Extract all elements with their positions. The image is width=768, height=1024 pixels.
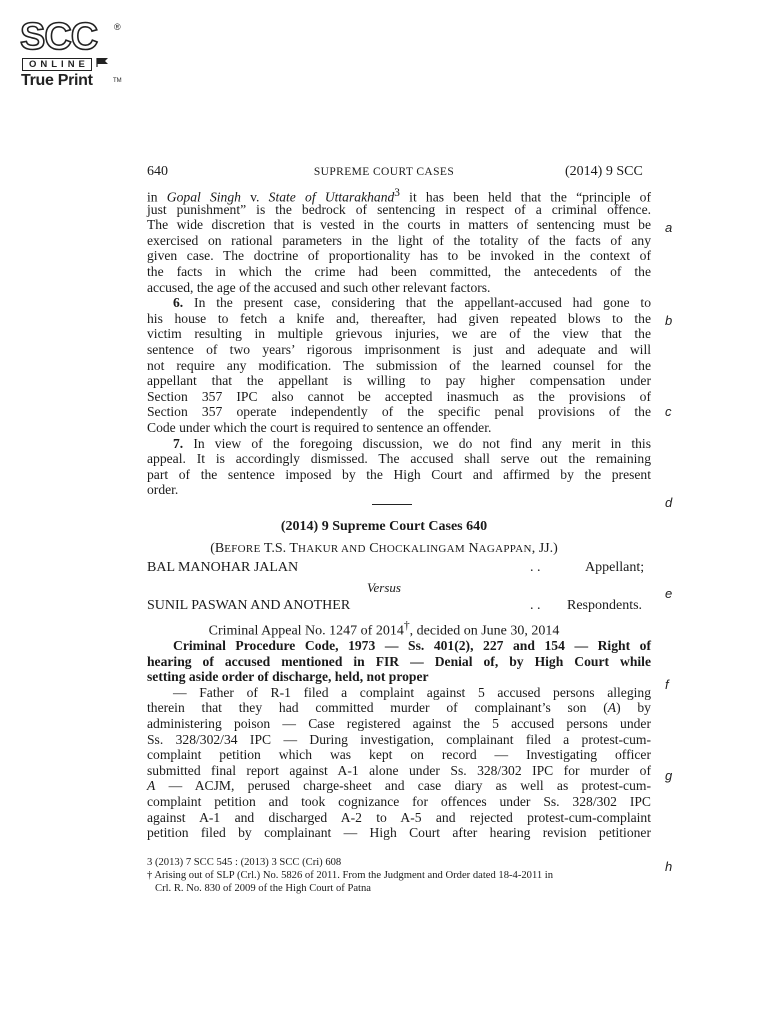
judgment-text-line: just punishment” is the bedrock of sentencing in respect of a criminal offence.: [147, 201, 651, 217]
headnote-text-line: Criminal Procedure Code, 1973 — Ss. 401(2), 227 and 154 — Right of: [173, 638, 651, 653]
judgment-text-line: 6. In the present case, considering that the appellant-accused had gone to: [173, 295, 651, 311]
judgment-body: [147, 186, 651, 498]
judgment-text-line: victim resulting in multiple grievous injuries, we are of the view that the: [147, 326, 651, 342]
bench-line: [0, 541, 768, 557]
scc-online-logo: [20, 16, 122, 92]
case-citation-title: (2014) 9 Supreme Court Cases 640: [280, 519, 488, 534]
respondent-name: SUNIL PASWAN AND ANOTHER: [147, 598, 351, 613]
page-number: 640: [147, 164, 168, 179]
headnote-text-line: hearing of accused mentioned in FIR — Denial of, by High Court while: [147, 653, 651, 669]
bench-text: N: [465, 541, 479, 556]
running-title: SUPREME COURT CASES: [313, 166, 455, 178]
headnote-text-line: against A-1 and discharged A-2 to A-5 and rejected protest-cum-complaint: [147, 809, 651, 825]
bench-text: AGAPPAN: [478, 543, 532, 555]
bench-text: C: [365, 541, 379, 556]
margin-letter: g: [665, 768, 673, 783]
judgment-text-line: given case. The doctrine of proportionality has to be invoked in the context of: [147, 248, 651, 264]
judgment-text-line: part of the sentence imposed by the High Court and affirmed by the present: [147, 466, 651, 482]
headnote-text-line: complaint petition and took cognizance for offences under Ss. 328/302 IPC: [147, 793, 651, 809]
judgment-text-line: accused, the age of the accused and such other relevant factors.: [147, 279, 491, 295]
bench-text: , JJ.): [531, 541, 558, 556]
judgment-text-line: The wide discretion that is vested in the courts in matters of sentencing must be: [147, 217, 651, 233]
headnote-text-line: petition filed by complainant — High Court after hearing revision petitioner: [147, 825, 651, 841]
margin-letter: e: [665, 586, 673, 601]
party-dots: . .: [530, 598, 541, 613]
appellant-role: Appellant;: [585, 560, 645, 575]
bench-text: HOCKALINGAM: [378, 543, 466, 555]
judgment-text-line: the facts in which the crime had been committed, the antecedents of the: [147, 263, 651, 279]
appeal-number-line: Criminal Appeal No. 1247 of 2014†, decided on June 30, 2014: [208, 619, 560, 639]
bench-text: T.S. T: [260, 541, 298, 556]
headnote-text-line: setting aside order of discharge, held, not proper: [147, 669, 429, 685]
headnote-text-line: administering poison — Case registered against the 5 accused persons under: [147, 715, 651, 731]
margin-letter: f: [665, 677, 669, 692]
logo-true-print-text: True Print: [21, 72, 93, 89]
margin-letter: h: [665, 859, 673, 874]
judgment-text-line: exercised on rational parameters in the light of the totality of the facts of any: [147, 232, 651, 248]
judgment-text-line: Code under which the court is required to sentence an offender.: [147, 419, 492, 435]
margin-letter: d: [665, 495, 673, 510]
versus-label: Versus: [367, 580, 401, 595]
bench-text: (B: [210, 541, 225, 556]
judgment-text-line: Section 357 IPC also cannot be accepted inasmuch as the provisions of: [147, 388, 651, 404]
logo-scc-text: SCC: [20, 16, 98, 58]
judgment-text-line: order.: [147, 482, 179, 498]
judgment-text-line: appellant that the appellant is willing to pay higher compensation under: [147, 373, 651, 389]
flag-icon: [96, 57, 110, 67]
margin-letter: c: [665, 404, 672, 419]
respondent-role: Respondents.: [567, 598, 643, 613]
bench-text: EFORE: [224, 543, 261, 555]
headnote-text-line: submitted final report against A-1 alone under Ss. 328/302 IPC for murder of: [147, 762, 651, 778]
judgment-text-line: 7. In view of the foregoing discussion, we do not find any merit in this: [173, 435, 651, 451]
footnotes: [147, 856, 651, 895]
party-dots: . .: [530, 560, 541, 575]
judgment-text-line: Section 357 operate independently of the specific penal provisions of the: [147, 404, 651, 420]
judgment-text-line: appeal. It is accordingly dismissed. The accused shall serve out the remaining: [147, 451, 651, 467]
margin-letter: a: [665, 220, 673, 235]
headnote-text-line: therein that they had committed murder of complainant’s son (A) by: [147, 700, 651, 716]
headnote: [147, 638, 651, 841]
headnote-text-line: A — ACJM, perused charge-sheet and case diary as well as protest-cum-: [147, 778, 651, 794]
judgment-text-line: not require any modification. The submission of the learned counsel for the: [147, 357, 651, 373]
bench-text: HAKUR AND: [297, 543, 366, 555]
footnote-3: 3 (2013) 7 SCC 545 : (2013) 3 SCC (Cri) 608: [147, 857, 342, 868]
appellant-name: BAL MANOHAR JALAN: [147, 560, 299, 575]
headnote-text-line: Ss. 328/302/34 IPC — During investigation, complainant filed a protest-cum-: [147, 731, 651, 747]
report-citation: (2014) 9 SCC: [565, 164, 643, 179]
logo-online-text: ONLINE: [22, 58, 92, 71]
footnote-dagger-cont: Crl. R. No. 830 of 2009 of the High Court of Patna: [155, 883, 371, 894]
headnote-text-line: complaint petition which was kept on record — Investigating officer: [147, 747, 651, 763]
margin-letter: b: [665, 313, 673, 328]
judgment-text-line: in Gopal Singh v. State of Uttarakhand$^3$ it has been held that the “principle of: [147, 187, 651, 205]
logo-trademark: TM: [113, 78, 122, 84]
judgment-text-line: sentence of two years’ rigorous imprisonment is just and adequate and will: [147, 341, 651, 357]
headnote-text-line: — Father of R-1 filed a complaint against 5 accused persons alleging: [173, 684, 651, 700]
section-divider: [372, 504, 412, 505]
logo-registered-mark: ®: [114, 22, 121, 32]
judgment-text-line: his house to fetch a knife and, thereafter, had given repeated blows to the: [147, 310, 651, 326]
footnote-dagger: † Arising out of SLP (Crl.) No. 5826 of 2011. From the Judgment and Order dated 18-4-2011 in: [147, 870, 554, 881]
